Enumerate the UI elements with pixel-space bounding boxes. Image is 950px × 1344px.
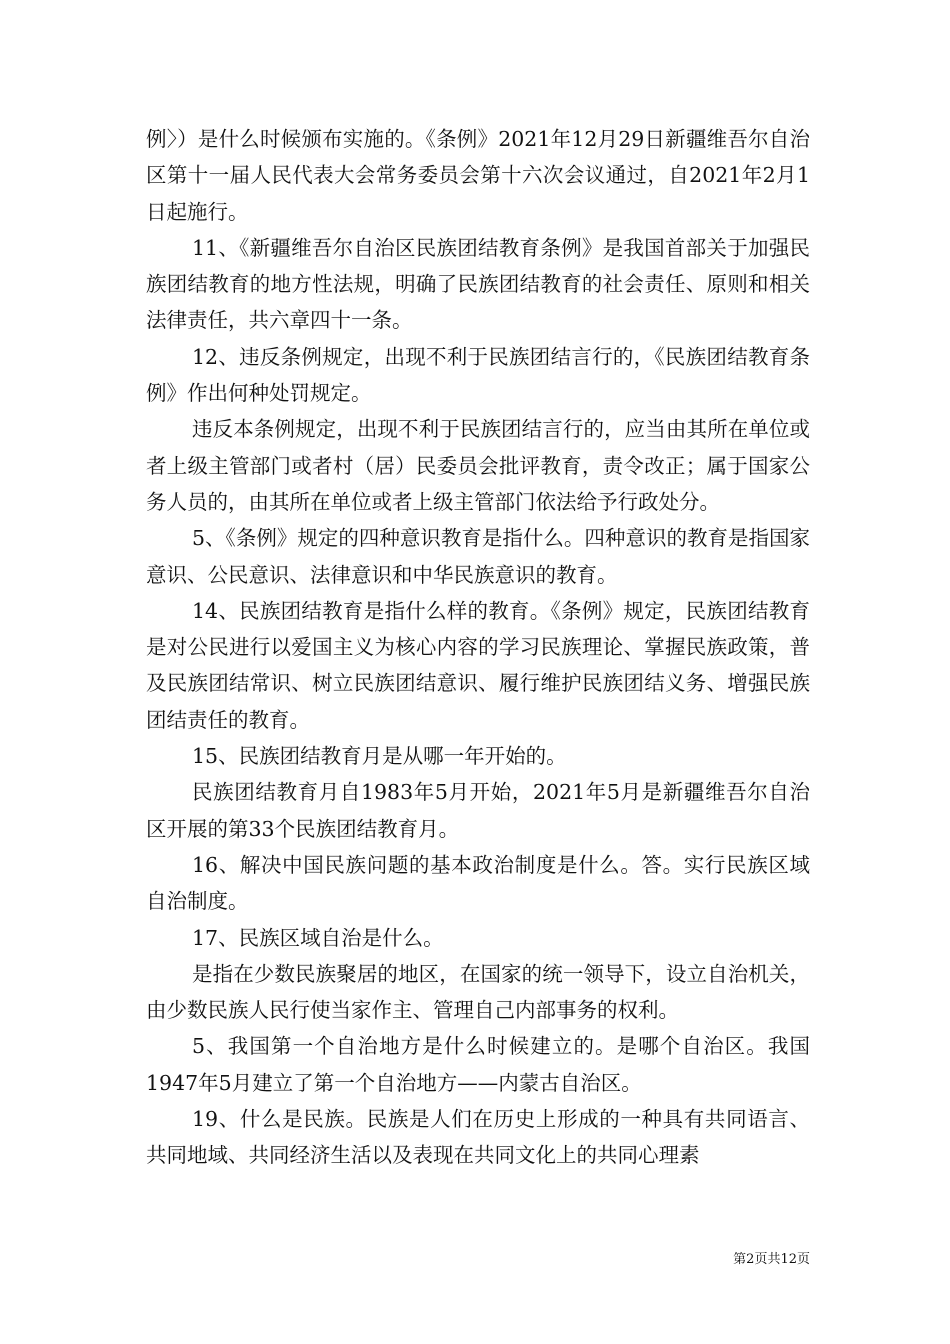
paragraph: 民族团结教育月自1983年5月开始，2021年5月是新疆维吾尔自治区开展的第33个民族团结教育月。 xyxy=(146,780,810,841)
document-body xyxy=(146,121,810,1174)
paragraph: 是指在少数民族聚居的地区，在国家的统一领导下，设立自治机关，由少数民族人民行使当家作主、管理自己内部事务的权利。 xyxy=(146,961,810,1023)
paragraph: 5、《条例》规定的四种意识教育是指什么。四种意识的教育是指国家意识、公民意识、法律意识和中华民族意识的教育。 xyxy=(146,526,810,587)
paragraph: 例〉）是什么时候颁布实施的。《条例》2021年12月29日新疆维吾尔自治区第十一届人民代表大会常务委员会第十六次会议通过，自2021年2月1日起施行。 xyxy=(146,127,810,224)
paragraph: 5、我国第一个自治地方是什么时候建立的。是哪个自治区。我国1947年5月建立了第一个自治地方——内蒙古自治区。 xyxy=(146,1034,810,1095)
paragraph: 14、民族团结教育是指什么样的教育。《条例》规定，民族团结教育是对公民进行以爱国主义为核心内容的学习民族理论、掌握民族政策，普及民族团结常识、树立民族团结意识、履行维护民族团结义务、增强民族团结责任的教育。 xyxy=(146,598,810,732)
paragraph: 15、民族团结教育月是从哪一年开始的。 xyxy=(192,744,567,769)
paragraph: 19、什么是民族。民族是人们在历史上形成的一种具有共同语言、共同地域、共同经济生活以及表现在共同文化上的共同心理素 xyxy=(146,1107,810,1168)
page-number: 第2页共12页 xyxy=(733,1252,810,1267)
paragraph: 11、《新疆维吾尔自治区民族团结教育条例》是我国首部关于加强民族团结教育的地方性法规，明确了民族团结教育的社会责任、原则和相关法律责任，共六章四十一条。 xyxy=(146,235,810,333)
paragraph: 违反本条例规定，出现不利于民族团结言行的，应当由其所在单位或者上级主管部门或者村（居）民委员会批评教育，责令改正；属于国家公务人员的，由其所在单位或者上级主管部门依法给予行政处分。 xyxy=(146,417,810,514)
paragraph: 12、违反条例规定，出现不利于民族团结言行的，《民族团结教育条例》作出何种处罚规定。 xyxy=(146,344,810,406)
paragraph: 16、解决中国民族问题的基本政治制度是什么。答。实行民族区域自治制度。 xyxy=(146,852,810,914)
paragraph: 17、民族区域自治是什么。 xyxy=(192,925,444,950)
